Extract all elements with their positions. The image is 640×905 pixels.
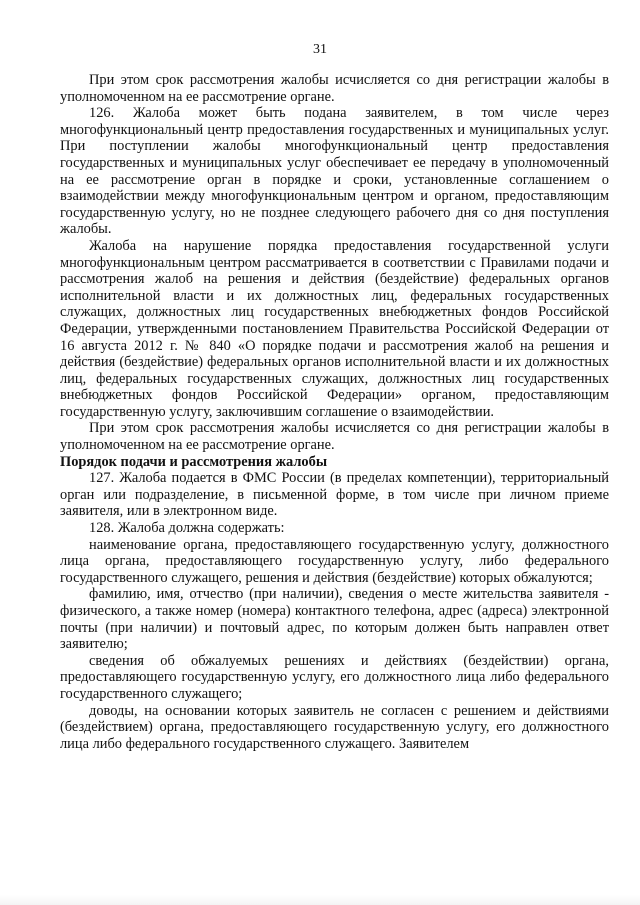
list-item-applicant-details: фамилию, имя, отчество (при наличии), сведения о месте жительства заявителя - физического, а также номер (номера) контактного телефона, адрес (адреса) электронной почты (при наличии) и почтовый адрес, по которым должен быть направлен ответ заявителю; (60, 586, 609, 653)
scan-bottom-edge (0, 895, 640, 905)
list-item-organ-name: наименование органа, предоставляющего государственную услугу, должностного лица органа, предоставляющего государственную услугу, либо федерального государственного служащего, решения и действия (бездействие) которых обжалуются; (60, 536, 609, 586)
page-number: 31 (313, 42, 327, 57)
paragraph-review-period: При этом срок рассмотрения жалобы исчисляется со дня регистрации жалобы в уполномоченном на ее рассмотрение органе. (60, 72, 609, 105)
list-item-appealed-decisions: сведения об обжалуемых решениях и действиях (бездействии) органа, предоставляющего государственную услугу, его должностного лица либо федерального государственного служащего; (60, 652, 609, 702)
paragraph-review-period-repeat: При этом срок рассмотрения жалобы исчисляется со дня регистрации жалобы в уполномоченном на ее рассмотрение органе. (60, 420, 609, 454)
paragraph-127: 127. Жалоба подается в ФМС России (в пределах компетенции), территориальный орган или подразделение, в письменной форме, в том числе при личном приеме заявителя, или в электронном виде. (60, 470, 609, 520)
paragraph-128: 128. Жалоба должна содержать: (89, 520, 285, 537)
list-item-arguments: доводы, на основании которых заявитель не согласен с решением и действиями (бездействием) органа, предоставляющего государственную услугу, его должностного лица либо федерального государственного служащего. Заявителем (60, 702, 609, 752)
paragraph-mfc-complaint: Жалоба на нарушение порядка предоставления государственной услуги многофункциональным центром рассматривается в соответствии с Правилами подачи и рассмотрения жалоб на решения и действия (бездействие) федеральных органов исполнительной власти и их должностных лиц, федеральных государственных служащих, должностных лиц государственных внебюджетных фондов Российской Федерации, утвержденными постановлением Правительства Российской Федерации от 16 августа 2012 г. № 840 «О порядке подачи и рассмотрения жалоб на решения и действия (бездействие) федеральных органов исполнительной власти и их должностных лиц, федеральных государственных служащих, должностных лиц государственных внебюджетных фондов Российской Федерации» органом, предоставляющим государственную услугу, заключившим соглашение о взаимодействии. (60, 237, 609, 420)
section-heading: Порядок подачи и рассмотрения жалобы (60, 453, 328, 470)
paragraph-126: 126. Жалоба может быть подана заявителем, в том числе через многофункциональный центр предоставления государственных и муниципальных услуг. При поступлении жалобы многофункциональный центр предоставления государственных и муниципальных услуг обеспечивает ее передачу в уполномоченный на ее рассмотрение орган в порядке и сроки, установленные соглашением о взаимодействии между многофункциональным центром и органом, предоставляющим государственную услугу, но не позднее следующего рабочего дня со дня поступления жалобы. (60, 105, 609, 238)
page-body (60, 72, 609, 752)
